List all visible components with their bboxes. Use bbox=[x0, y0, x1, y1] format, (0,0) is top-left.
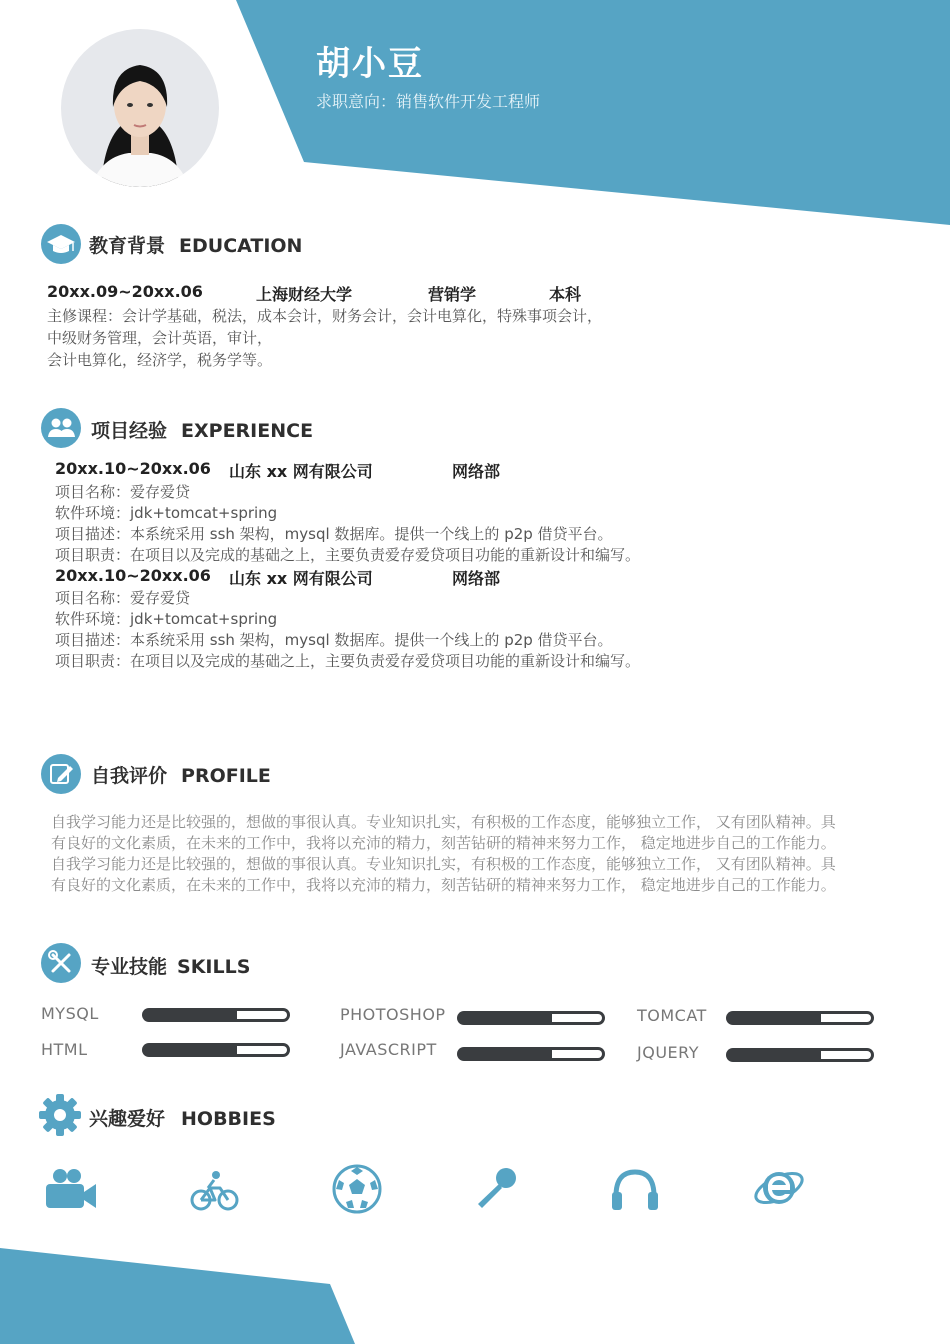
profile-line: 有良好的文化素质，在未来的工作中，我将以充沛的精力，刻苦钻研的精神来努力工作， 稳定地进步自己的工作能力。 bbox=[51, 834, 836, 852]
skill-bar bbox=[457, 1047, 605, 1061]
edit-icon bbox=[41, 754, 81, 794]
education-degree: 本科 bbox=[549, 285, 582, 304]
cycling-icon bbox=[188, 1166, 242, 1220]
experience-desc: 项目描述：本系统采用 ssh 架构，mysql 数据库。提供一个线上的 p2p 借贷平台。 bbox=[55, 525, 613, 543]
skill-bar bbox=[142, 1008, 290, 1022]
education-title: 教育背景 EDUCATION bbox=[89, 235, 303, 257]
skill-name: JQUERY bbox=[637, 1043, 699, 1062]
tools-icon bbox=[41, 943, 81, 983]
experience-env: 软件环境：jdk+tomcat+spring bbox=[55, 610, 278, 628]
skill-name: HTML bbox=[41, 1040, 88, 1059]
skill-name: TOMCAT bbox=[637, 1006, 707, 1025]
profile-line: 自我学习能力还是比较强的，想做的事很认真。专业知识扎实，有积极的工作态度，能够独立工作， 又有团队精神。具 bbox=[51, 855, 836, 873]
gear-icon bbox=[37, 1092, 83, 1138]
profile-title: 自我评价 PROFILE bbox=[91, 765, 271, 787]
skills-title: 专业技能 SKILLS bbox=[91, 956, 251, 978]
experience-project-name: 项目名称：爱存爱贷 bbox=[55, 589, 191, 607]
experience-duty: 项目职责：在项目以及完成的基础之上，主要负责爱存爱贷项目功能的重新设计和编写。 bbox=[55, 652, 641, 670]
hobbies-title: 兴趣爱好 HOBBIES bbox=[89, 1108, 276, 1130]
skill-name: JAVASCRIPT bbox=[340, 1040, 437, 1059]
experience-date: 20xx.10~20xx.06 bbox=[55, 566, 211, 585]
skill-name: PHOTOSHOP bbox=[340, 1005, 446, 1024]
experience-dept: 网络部 bbox=[452, 569, 501, 588]
skill-bar bbox=[726, 1048, 874, 1062]
education-courses-line: 主修课程：会计学基础，税法，成本会计，财务会计，会计电算化，特殊事项会计， bbox=[47, 307, 603, 325]
skill-bar bbox=[726, 1011, 874, 1025]
profile-text bbox=[51, 812, 896, 896]
education-major: 营销学 bbox=[428, 285, 477, 304]
microphone-icon bbox=[470, 1164, 524, 1218]
profile-line: 自我学习能力还是比较强的，想做的事很认真。专业知识扎实，有积极的工作态度，能够独立工作， 又有团队精神。具 bbox=[51, 813, 836, 831]
education-date: 20xx.09~20xx.06 bbox=[47, 282, 203, 301]
job-intent: 求职意向：销售软件开发工程师 bbox=[316, 92, 541, 111]
footer-banner bbox=[0, 1248, 355, 1344]
team-icon bbox=[41, 408, 81, 448]
experience-company: 山东 xx 网有限公司 bbox=[229, 462, 373, 481]
skill-name: MYSQL bbox=[41, 1004, 99, 1023]
experience-duty: 项目职责：在项目以及完成的基础之上，主要负责爱存爱贷项目功能的重新设计和编写。 bbox=[55, 546, 641, 564]
experience-env: 软件环境：jdk+tomcat+spring bbox=[55, 504, 278, 522]
internet-icon bbox=[752, 1160, 806, 1214]
graduation-cap-icon bbox=[41, 224, 81, 264]
profile-line: 有良好的文化素质，在未来的工作中，我将以充沛的精力，刻苦钻研的精神来努力工作， 稳定地进步自己的工作能力。 bbox=[51, 876, 836, 894]
skill-bar bbox=[142, 1043, 290, 1057]
skill-bar bbox=[457, 1011, 605, 1025]
experience-date: 20xx.10~20xx.06 bbox=[55, 459, 211, 478]
experience-desc: 项目描述：本系统采用 ssh 架构，mysql 数据库。提供一个线上的 p2p 借贷平台。 bbox=[55, 631, 613, 649]
experience-project-name: 项目名称：爱存爱贷 bbox=[55, 483, 191, 501]
education-school: 上海财经大学 bbox=[256, 285, 353, 304]
video-camera-icon bbox=[44, 1164, 98, 1218]
experience-dept: 网络部 bbox=[452, 462, 501, 481]
avatar bbox=[61, 29, 219, 187]
football-icon bbox=[330, 1162, 384, 1216]
experience-title: 项目经验 EXPERIENCE bbox=[91, 420, 314, 442]
education-courses-line: 中级财务管理，会计英语，审计， bbox=[47, 329, 273, 347]
education-courses-line: 会计电算化，经济学，税务学等。 bbox=[47, 351, 273, 369]
headphones-icon bbox=[608, 1164, 662, 1218]
experience-company: 山东 xx 网有限公司 bbox=[229, 569, 373, 588]
header-banner bbox=[236, 0, 950, 225]
candidate-name: 胡小豆 bbox=[316, 44, 424, 84]
